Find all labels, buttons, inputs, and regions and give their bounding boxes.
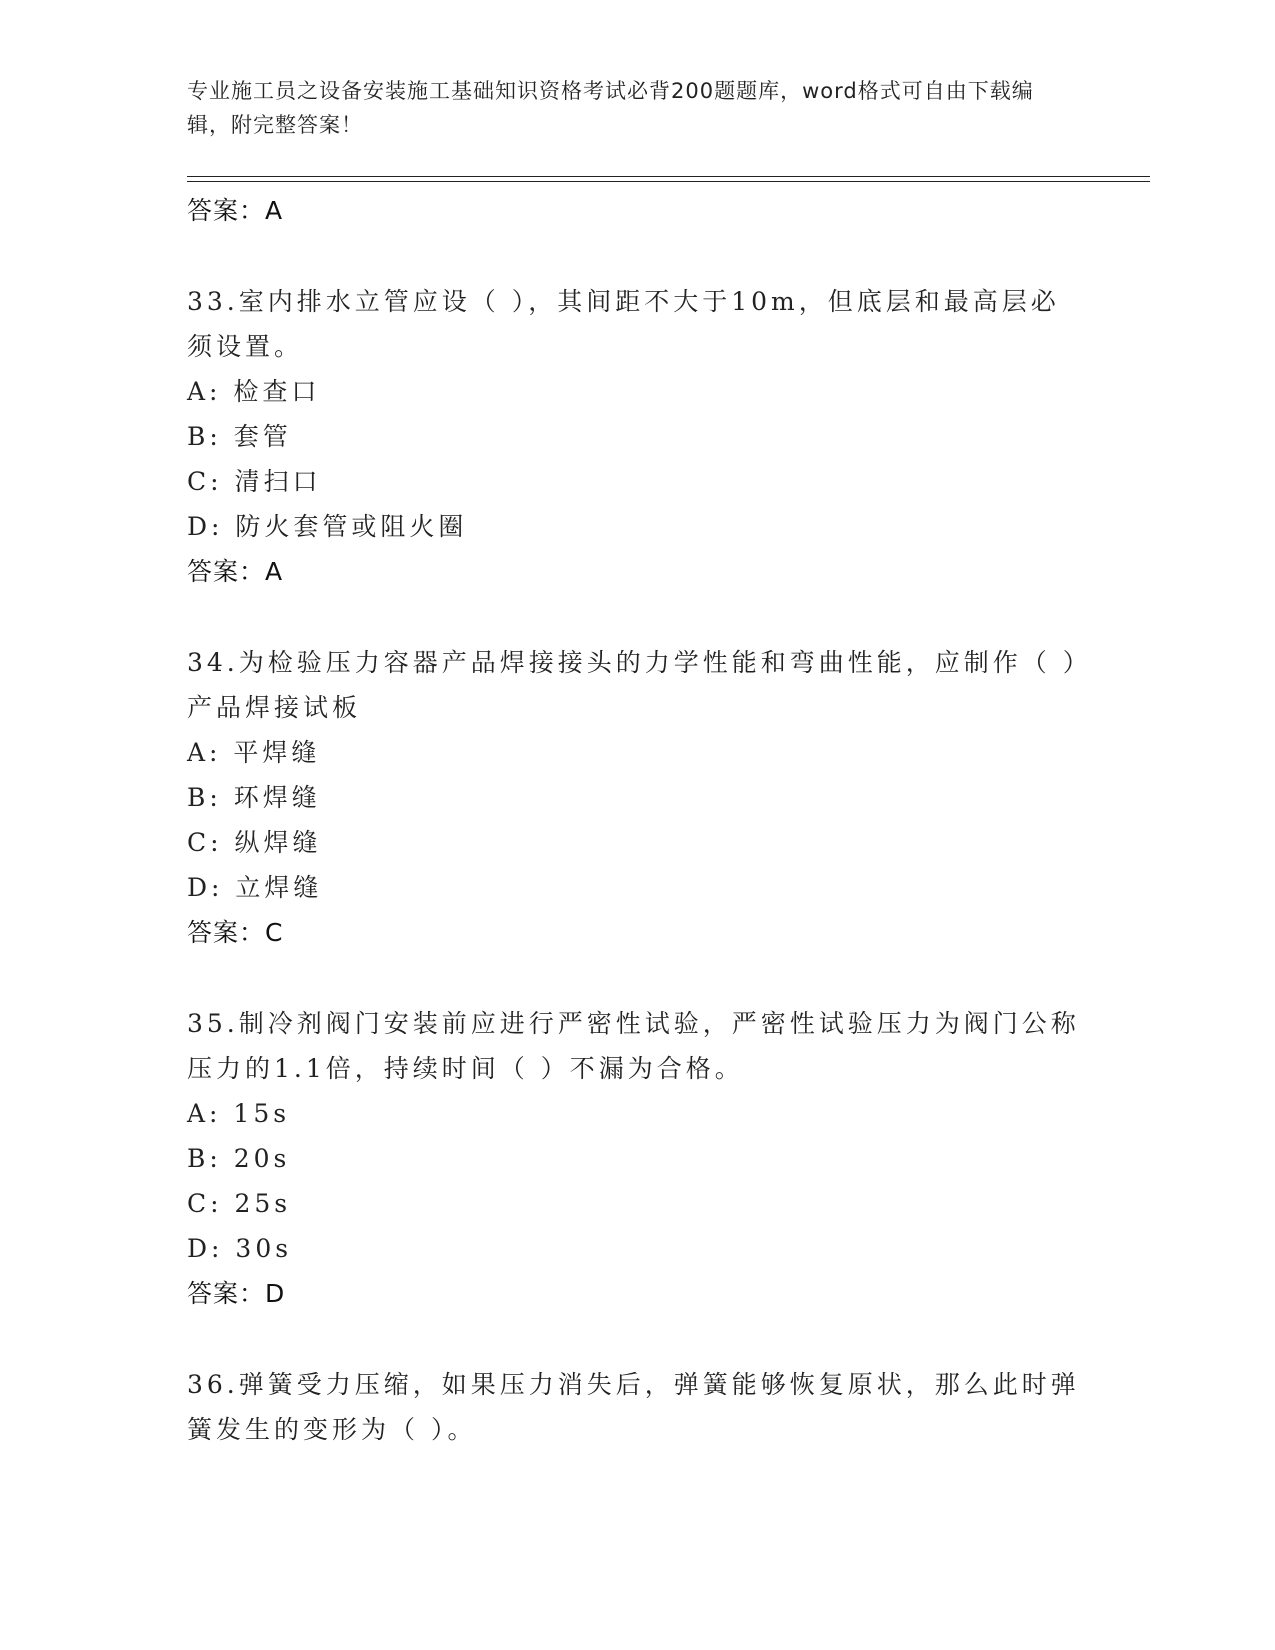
option-d: D: 防火套管或阻火圈 [187,512,468,541]
option-d: D: 30s [187,1234,293,1263]
option-c: C: 清扫口 [187,467,322,496]
question-text: 34.为检验压力容器产品焊接接头的力学性能和弯曲性能，应制作（ ）产品焊接试板 [187,648,1080,722]
question-text: 36.弹簧受力压缩，如果压力消失后，弹簧能够恢复原状，那么此时弹簧发生的变形为（ ）。 [187,1370,1080,1444]
answer-line: 答案：A [187,557,284,586]
question-36 [187,1362,1087,1452]
question-33 [187,279,1087,594]
answer-line: 答案：A [187,196,284,225]
answer-line: 答案：C [187,918,284,947]
header-rule-top [187,176,1150,177]
option-b: B: 环焊缝 [187,783,321,812]
document-content [187,188,1087,1452]
page-header: 专业施工员之设备安装施工基础知识资格考试必背200题题库，word格式可自由下载编辑，附完整答案！ [187,79,1034,137]
question-35 [187,1001,1087,1316]
option-b: B: 套管 [187,422,292,451]
option-a: A: 平焊缝 [187,738,321,767]
option-c: C: 25s [187,1189,292,1218]
question-34 [187,640,1087,955]
header-rule-bottom [187,181,1150,182]
option-a: A: 15s [187,1099,291,1128]
option-c: C: 纵焊缝 [187,828,322,857]
option-d: D: 立焊缝 [187,873,323,902]
question-text: 33.室内排水立管应设（ ），其间距不大于10m，但底层和最高层必须设置。 [187,287,1060,361]
question-text: 35.制冷剂阀门安装前应进行严密性试验，严密性试验压力为阀门公称压力的1.1倍，持续时间（ ）不漏为合格。 [187,1009,1080,1083]
option-b: B: 20s [187,1144,291,1173]
answer-line: 答案：D [187,1279,286,1308]
option-a: A: 检查口 [187,377,321,406]
